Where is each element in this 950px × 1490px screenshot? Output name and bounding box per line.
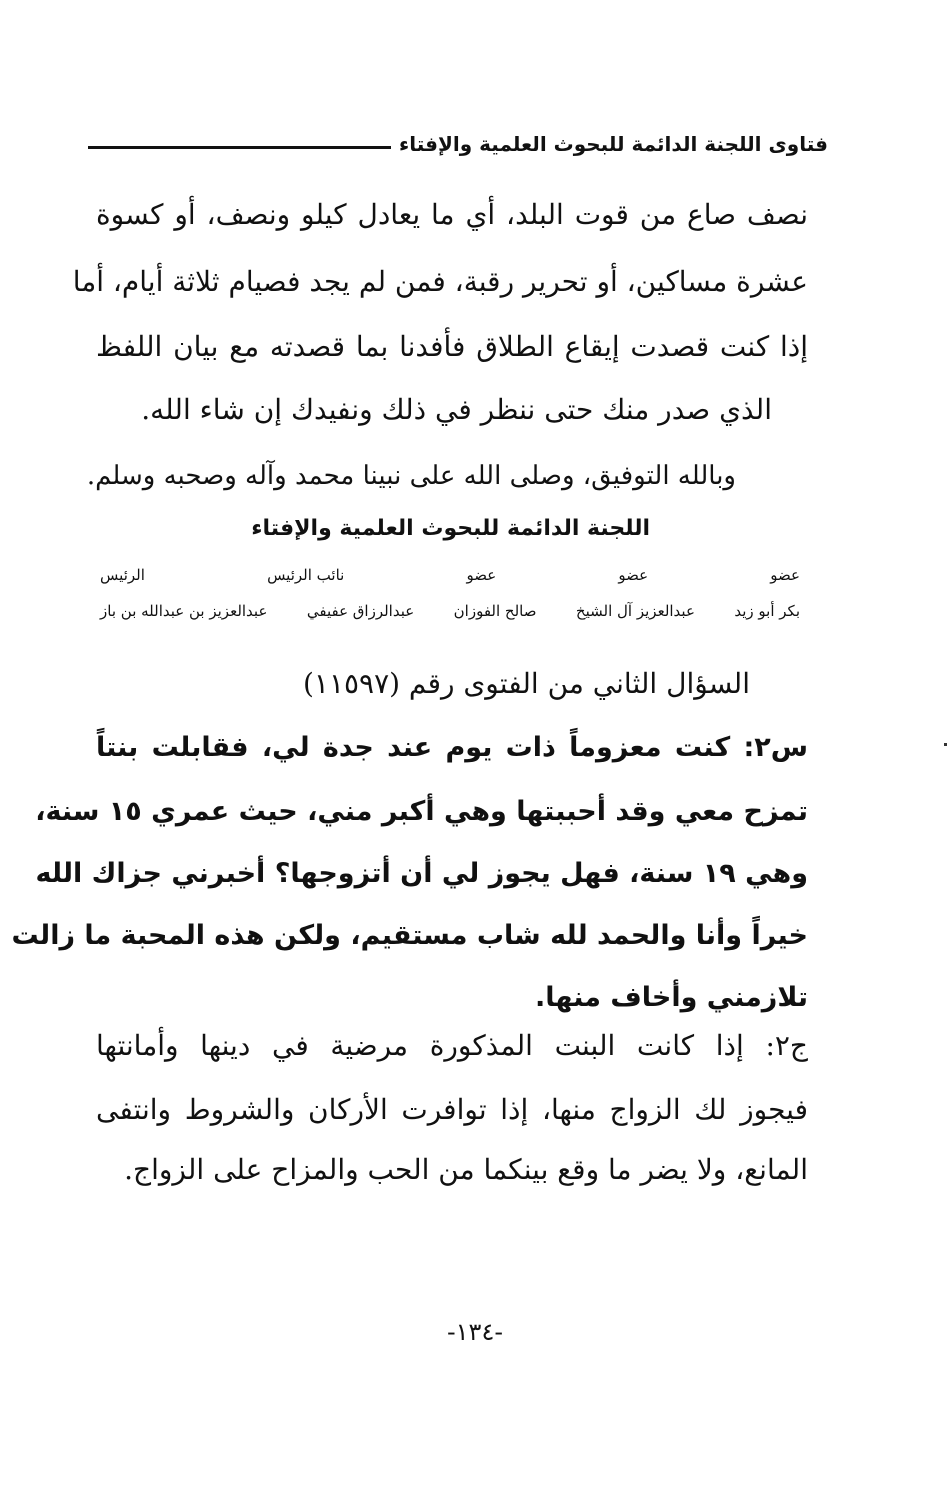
signatory-role: نائب الرئيس (267, 566, 345, 584)
text-line: الذي صدر منك حتى ننظر في ذلك ونفيدك إن شاء الله. (141, 393, 772, 426)
signatory-role: عضو (770, 566, 800, 584)
signatory-name: عبدالعزيز آل الشيخ (575, 602, 695, 620)
signatory-roles (100, 566, 800, 584)
signatory-role: عضو (466, 566, 497, 584)
signatory-name: بكر أبو زيد (734, 602, 800, 620)
question-line: تلازمني وأخاف منها. (535, 982, 808, 1013)
margin-mark (944, 743, 947, 746)
signatory-name: عبدالرزاق عفيفي (306, 602, 415, 620)
question-line: س٢: كنت معزوماً ذات يوم عند جدة لي، فقابلت بنتاً (96, 732, 808, 763)
signatory-role: عضو (618, 566, 649, 584)
closing-line: وبالله التوفيق، وصلى الله على نبينا محمد وآله وصحبه وسلم. (86, 461, 736, 491)
signatory-name: عبدالعزيز بن عبدالله بن باز (100, 602, 268, 620)
committee-title: اللجنة الدائمة للبحوث العلمية والإفتاء (251, 516, 650, 541)
running-header (88, 124, 828, 164)
answer-line: ج٢: إذا كانت البنت المذكورة مرضية في دينها وأمانتها (96, 1029, 808, 1062)
running-header-title: فتاوى اللجنة الدائمة للبحوث العلمية والإفتاء (399, 132, 828, 156)
signatory-role: الرئيس (100, 566, 145, 584)
text-line: إذا كنت قصدت إيقاع الطلاق فأفدنا بما قصدته مع بيان اللفظ (96, 330, 808, 363)
text-line: نصف صاع من قوت البلد، أي ما يعادل كيلو ونصف، أو كسوة (96, 198, 808, 231)
header-rule (88, 146, 391, 149)
page-number: -١٣٤- (446, 1318, 503, 1346)
question-line: تمزح معي وقد أحببتها وهي أكبر مني، حيث عمري ١٥ سنة، (35, 796, 808, 827)
answer-line: فيجوز لك الزواج منها، إذا توافرت الأركان والشروط وانتفى (96, 1093, 808, 1126)
signatory-names (100, 602, 800, 620)
signatory-name: صالح الفوزان (453, 602, 537, 620)
text-line: عشرة مساكين، أو تحرير رقبة، فمن لم يجد فصيام ثلاثة أيام، أما (72, 265, 808, 298)
question-heading: السؤال الثاني من الفتوى رقم (١١٥٩٧) (302, 667, 750, 700)
question-line: خيراً وأنا والحمد لله شاب مستقيم، ولكن هذه المحبة ما زالت (11, 920, 808, 951)
answer-line: المانع، ولا يضر ما وقع بينكما من الحب والمزاح على الزواج. (124, 1153, 808, 1186)
question-line: وهي ١٩ سنة، فهل يجوز لي أن أتزوجها؟ أخبرني جزاك الله (35, 858, 808, 889)
